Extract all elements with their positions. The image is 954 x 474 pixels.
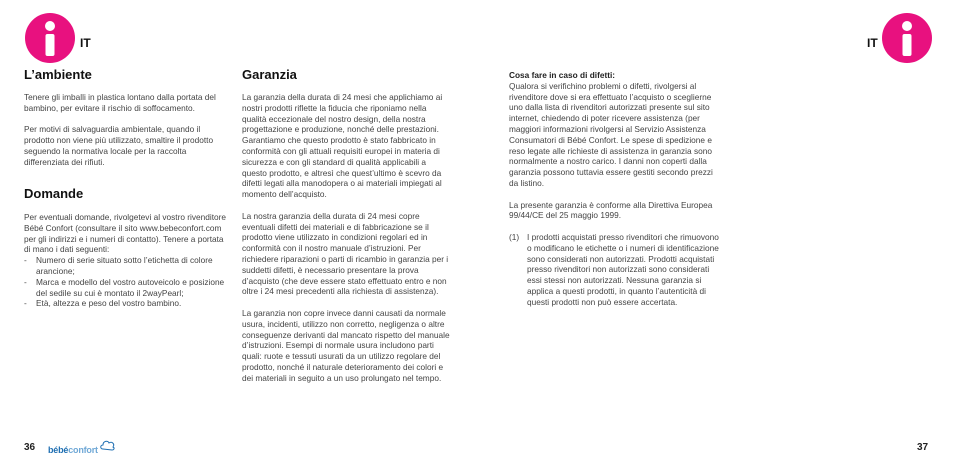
bebe-confort-logo-icon (100, 438, 116, 452)
garanzia-section (242, 92, 452, 384)
domande-intro: Per eventuali domande, rivolgetevi al vostro rivenditore Bébé Confort (consultare il sito www.bebeconfort.com per gli indirizzi e i numeri di contatto). Tenere a portata di mano i dati seguenti: (24, 212, 226, 255)
garanzia-heading: Garanzia (242, 67, 297, 82)
footnote-text: I prodotti acquistati presso rivenditori che rimuovono o modificano le etichette o i numeri di identificazione sono considerati non autorizzati. Prodotti acquistati presso rivenditori non autorizzati sono considerati essi stessi non autorizzati. Nessuna garanzia si applica a questi prodotti, in quanto l’autenticità di questi prodotti non può essere accertata. (527, 231, 719, 307)
difetti-paragraph: Qualora si verifichino problemi o difetti, rivolgersi al rivenditore dove si era effettuato l’acquisto o sceglierne uno dalla lista di rivenditori autorizzati presente sul sito internet, chiedendo di poter ricevere assistenza (per maggiori informazioni rivolgersi al Servizio Assistenza Consumatori di Bébé Confort. Le spese di spedizione e reso legate alle richieste di assistenza in garanzia sono normalmente a nostro carico. I danni non coperti dalla garanzia possono tuttavia essere gestiti secondo prezzi da listino. (509, 80, 713, 188)
language-label: IT (867, 36, 878, 50)
bebe-confort-logo (48, 440, 118, 456)
right-page (477, 0, 954, 474)
logo-text-bebe: bébé (48, 445, 69, 455)
ambiente-section (24, 92, 228, 168)
footnote-mark: (1) (509, 231, 520, 242)
difetti-section (509, 70, 719, 308)
direttiva-paragraph: La presente garanzia è conforme alla Direttiva Europea 99/44/CE del 25 maggio 1999. (509, 199, 713, 221)
ambiente-paragraph-1: Tenere gli imballi in plastica lontano dalla portata del bambino, per evitare il rischio di soffocamento. (24, 92, 216, 113)
domande-heading: Domande (24, 186, 84, 201)
domande-section (24, 212, 228, 309)
garanzia-paragraph-3: La garanzia non copre invece danni causati da normale usura, incidenti, utilizzo non corretto, negligenza o altre conseguenze derivanti dal mancato rispetto del manuale d’istruzioni. Esempi di normale usura includono parti quali: ruote e tessuti usurati da un utilizzo regolare del prodotto, nonché il naturale deterioramento dei colori e dei materiali in seguito a un uso prolungato nel tempo. (242, 307, 450, 383)
difetti-title: Cosa fare in caso di difetti: (509, 70, 616, 80)
ambiente-paragraph-2: Per motivi di salvaguardia ambientale, quando il prodotto non viene più utilizzato, smaltire il prodotto seguendo la normativa locale per la raccolta differenziata dei rifiuti. (24, 124, 214, 167)
list-item: - Numero di serie situato sotto l’etichetta di colore arancione; (24, 255, 228, 277)
language-label: IT (80, 36, 91, 50)
garanzia-paragraph-2: La nostra garanzia della durata di 24 mesi copre eventuali difetti dei materiali e di fabbricazione se il prodotto viene utilizzato in condizioni regolari ed in conformità con il nostro manuale d’istruzioni. Per richiedere riparazioni o parti di ricambio in garanzia per i suddetti difetti, è necessario presentare la prova d’acquisto (che deve essere stato effettuato entro e non oltre i 24 mesi precedenti alla richiesta di assistenza). (242, 210, 449, 297)
domande-list (24, 255, 228, 309)
info-i-icon (24, 12, 76, 64)
list-item: - Età, altezza e peso del vostro bambino. (24, 298, 228, 309)
logo-text-confort: confort (68, 445, 98, 455)
garanzia-paragraph-1: La garanzia della durata di 24 mesi che applichiamo ai nostri prodotti riflette la fiducia che riponiamo nella qualità eccezionale del nostro design, della nostra progettazione e produzione, nonché delle prestazioni. Garantiamo che questo prodotto è stato fabbricato in conformità con gli attuali requisiti europei in materia di sicurezza e con gli standard di qualità applicabili a questo prodotto, e altresì che quest’ultimo è scevro da difetti legati alla manodopera o ai materiali impiegati al momento dell’acquisto. (242, 92, 443, 200)
ambiente-heading: L’ambiente (24, 67, 92, 82)
page-number-right: 37 (917, 442, 929, 453)
footnote (509, 232, 719, 308)
page-number-left: 36 (24, 442, 36, 453)
logo-wordmark (48, 445, 98, 455)
list-item: - Marca e modello del vostro autoveicolo e posizione del sedile su cui è montato il 2wayPearl; (24, 277, 228, 299)
info-i-icon (881, 12, 933, 64)
